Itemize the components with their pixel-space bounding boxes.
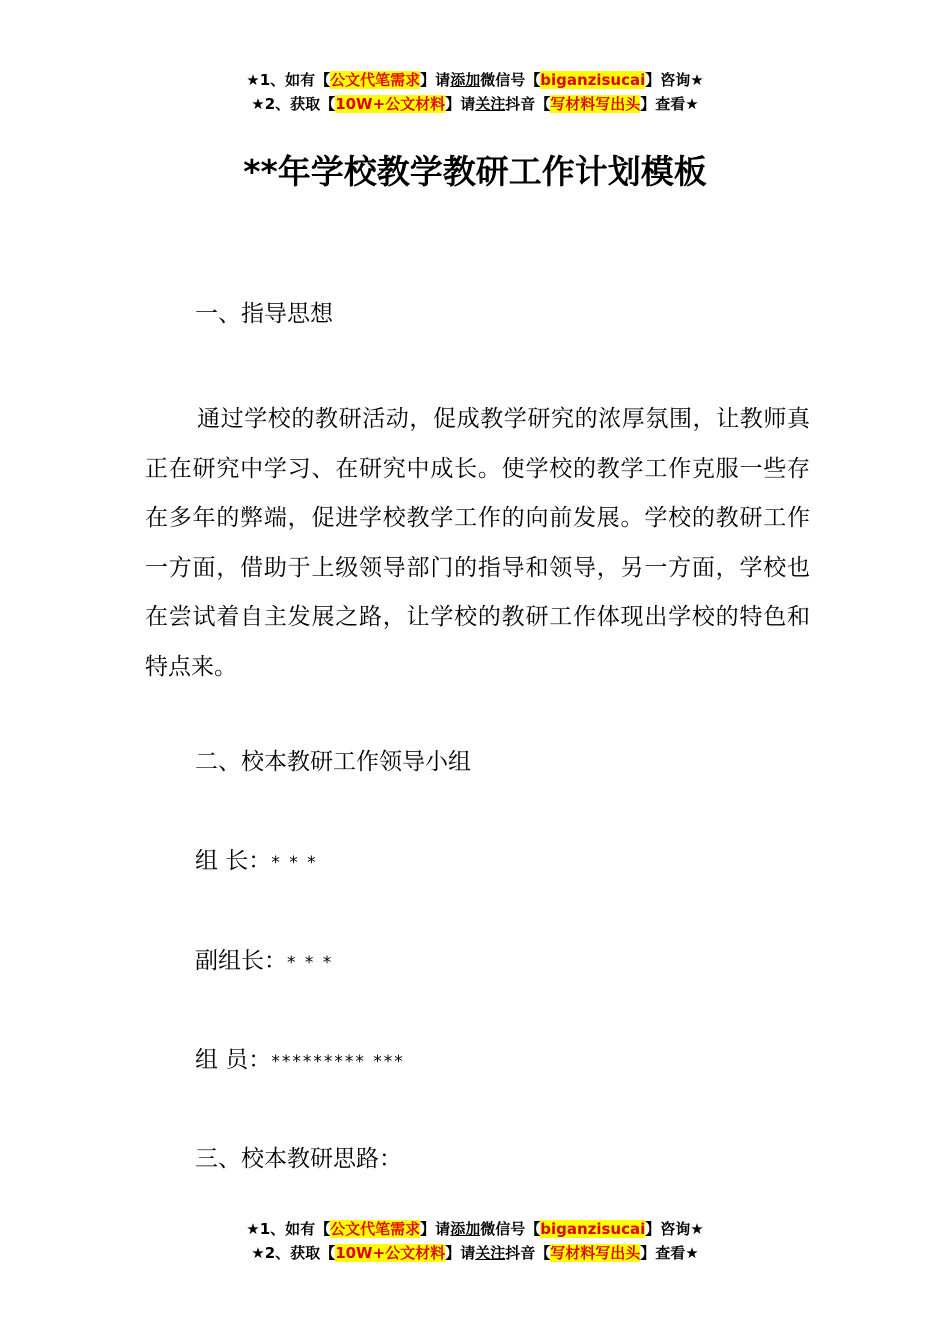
footer-highlight-writing-service: 公文代笔需求 — [330, 1220, 421, 1238]
deputy-leader-label: 副组长： — [195, 948, 287, 974]
highlight-materials: 10W+公文材料 — [335, 95, 446, 113]
footer-highlight-douyin-account: 写材料写出头 — [550, 1244, 641, 1262]
footer-highlight-wechat-id: biganzisucai — [540, 1220, 646, 1238]
members-value: ********* *** — [271, 1052, 405, 1072]
members-line — [195, 1044, 405, 1078]
leader-label: 组 长： — [195, 848, 272, 874]
highlight-wechat-id: biganzisucai — [540, 71, 646, 89]
highlight-writing-service: 公文代笔需求 — [330, 71, 421, 89]
deputy-leader-line — [195, 945, 333, 979]
members-label: 组 员： — [195, 1047, 272, 1073]
document-title: **年学校教学教研工作计划模板 — [243, 152, 707, 191]
footer-highlight-materials: 10W+公文材料 — [335, 1244, 446, 1262]
footer-banner-line-1: ★1、如有【公文代笔需求】请添加微信号【biganzisucai】咨询★ — [246, 1220, 704, 1238]
banner-line-2: ★2、获取【10W+公文材料】请关注抖音【写材料写出头】查看★ — [251, 95, 699, 113]
section-2-heading: 二、校本教研工作领导小组 — [195, 749, 471, 775]
banner-line-1: ★1、如有【公文代笔需求】请添加微信号【biganzisucai】咨询★ — [246, 71, 704, 89]
highlight-douyin-account: 写材料写出头 — [550, 95, 641, 113]
section-1-heading: 一、指导思想 — [195, 301, 333, 327]
leader-line — [195, 845, 318, 879]
footer-banner — [0, 1217, 950, 1265]
deputy-leader-value: * * * — [287, 953, 334, 973]
footer-banner-line-2: ★2、获取【10W+公文材料】请关注抖音【写材料写出头】查看★ — [251, 1244, 699, 1262]
section-1-paragraph: 通过学校的教研活动，促成教学研究的浓厚氛围，让教师真正在研究中学习、在研究中成长。使学校的教学工作克服一些存在多年的弊端，促进学校教学工作的向前发展。学校的教研工作一方面，借助于上级领导部门的指导和领导，另一方面，学校也在尝试着自主发展之路，让学校的教研工作体现出学校的特色和特点来。 — [145, 406, 810, 680]
section-3-heading: 三、校本教研思路： — [195, 1146, 402, 1172]
header-banner — [0, 68, 950, 116]
leader-value: * * * — [271, 853, 318, 873]
